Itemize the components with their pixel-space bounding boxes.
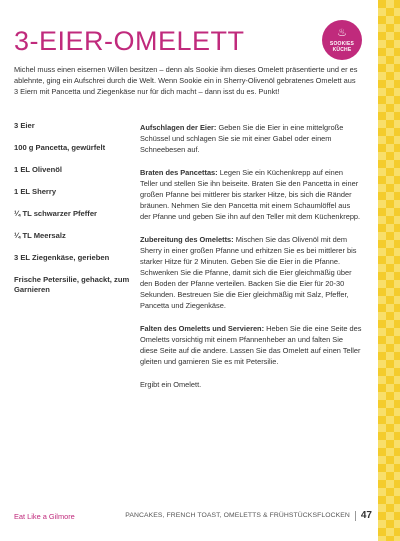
recipe-title: 3-EIER-OMELETT: [14, 26, 245, 56]
step-text: Heben Sie die eine Seite des Omeletts vorsichtig mit einem Pfannenheber an und falten Sie diese Seite auf die andere. Lassen Sie das Omelett auf einen Teller gleiten und garnieren Sie es mit Petersilie.: [140, 324, 362, 366]
ingredient-item: 3 Eier: [14, 121, 35, 130]
step-paragraph: [140, 122, 362, 155]
step-text: Legen Sie ein Küchenkrepp auf einen Teller und stellen Sie ihn beiseite. Braten Sie den Pancetta in einer großen Pfanne bei mittlerer bis starker Hitze, bis sich die Ränder bräunen. Nehmen Sie den Pancetta mit einem Schaumlöffel aus der Pfanne und geben Sie ihn auf den Teller mit dem Küchenkrepp.: [140, 168, 361, 221]
ingredient-item: 1 EL Olivenöl: [14, 165, 62, 174]
sookies-kueche-badge: [322, 20, 362, 60]
step-text: Mischen Sie das Olivenöl mit dem Sherry in einer großen Pfanne und erhitzen Sie es bei mittlerer bis starker Hitze für 2 Minuten. Geben Sie die Eier in die Pfanne. Schwenken Sie die Pfanne, damit sich die Eier gleichmäßig über den Boden der Pfanne verteilen. Backen Sie die Eier für 20-30 Sekunden. Bestreuen Sie die Eier gleichmäßig mit Salz, Pfeffer, Pancetta und Ziegenkäse.: [140, 235, 357, 310]
page-number: 47: [360, 510, 372, 521]
ingredient-item: Frische Petersilie, gehackt, zum Garnieren: [14, 275, 130, 294]
step-heading: Aufschlagen der Eier:: [140, 123, 217, 132]
step-heading: Braten des Pancettas:: [140, 168, 218, 177]
decorative-side-stripe: [378, 0, 400, 541]
step-heading: Falten des Omeletts und Servieren:: [140, 324, 265, 333]
ingredient-item: ¼ TL schwarzer Pfeffer: [14, 209, 98, 218]
ingredient-item: ¼ TL Meersalz: [14, 231, 66, 240]
footer-page-info: [125, 510, 372, 521]
ingredient-list: [14, 121, 132, 307]
ingredient-item: 100 g Pancetta, gewürfelt: [14, 143, 106, 152]
badge-label: SOOKIES KÜCHE: [329, 40, 355, 53]
intro-paragraph: Michel muss einen eisernen Willen besitzen – denn als Sookie ihm dieses Omelett präsentierte und er es ablehnte, ging ein Aufschrei durch die Welt. Wenn Sookie ein in Sherry-Olivenöl gebratenes Omelett aus 3 Eiern mit Pancetta und Ziegenkäse nur für dich macht – dann isst du es. Punkt!: [14, 65, 358, 96]
ingredient-item: 1 EL Sherry: [14, 187, 57, 196]
step-text: Geben Sie die Eier in eine mittelgroße Schüssel und schlagen Sie sie mit einer Gabel oder einem Schneebesen auf.: [140, 123, 344, 154]
step-paragraph: [140, 234, 362, 311]
footer-section-name: PANCAKES, FRENCH TOAST, OMELETTS & FRÜHSTÜCKSFLOCKEN: [125, 512, 350, 519]
chef-hat-icon: ♨: [337, 26, 347, 39]
step-paragraph: [140, 167, 362, 222]
footer-divider: [355, 511, 356, 521]
step-paragraph: [140, 323, 362, 367]
step-heading: Zubereitung des Omeletts:: [140, 235, 234, 244]
yield-note: Ergibt ein Omelett.: [140, 380, 202, 389]
footer-book-title: Eat Like a Gilmore: [14, 512, 75, 521]
instruction-steps: [140, 122, 362, 402]
ingredient-item: 3 EL Ziegenkäse, gerieben: [14, 253, 110, 262]
